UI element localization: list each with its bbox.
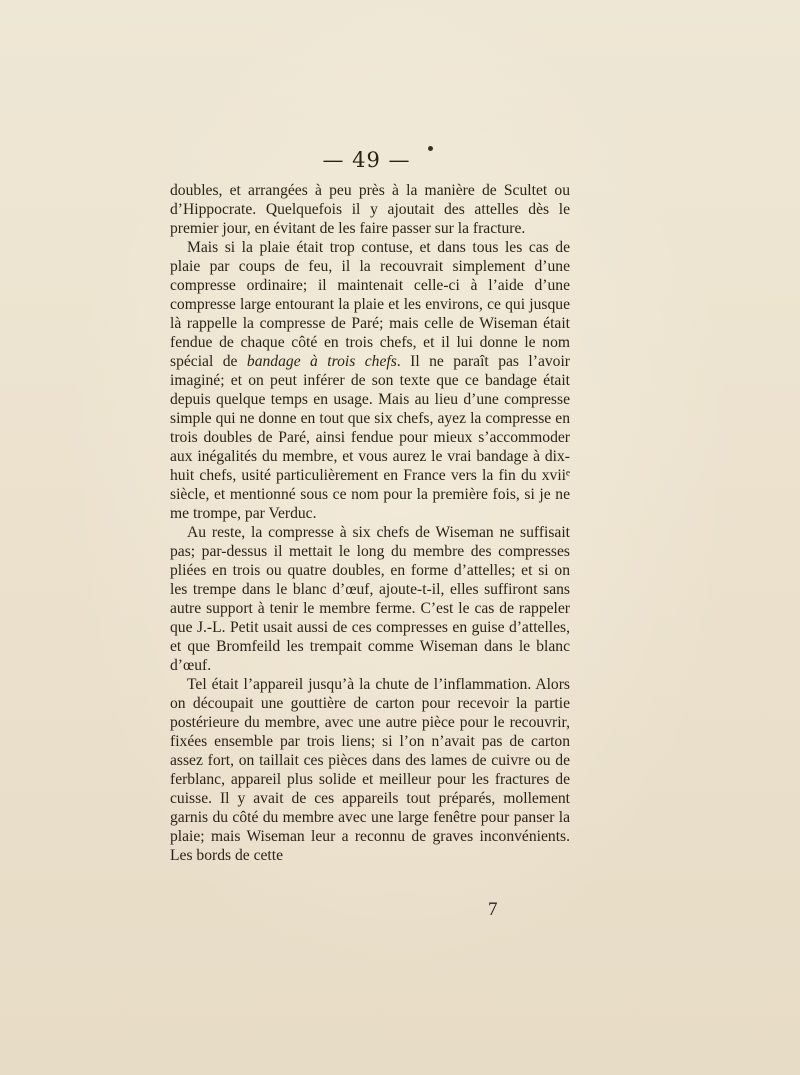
paragraph-1-text: doubles, et arrangées à peu près à la manière de Scultet ou d’Hippocrate. Quelquefois il y ajoutait des attelles dès le premier jour, en évitant de les faire passer sur la fracture. <box>170 182 570 237</box>
paragraph-2 <box>170 238 570 523</box>
paragraph-2-italic-term: bandage à trois chefs <box>246 353 397 370</box>
paragraph-4 <box>170 675 570 865</box>
paragraph-2-text-a: Mais si la plaie était trop contuse, et dans tous les cas de plaie par coups de feu, il la recouvrait simplement d’une compresse ordinaire; il maintenait celle-ci à l’aide d’une compresse large entourant la plaie et les environs, ce qui jusque là rappelle la compresse de Paré; mais celle de Wiseman était fendue de chaque côté en trois chefs, et il lui donne le nom spécial de <box>170 239 570 370</box>
page-number: — 49 — <box>322 148 411 172</box>
paragraph-3 <box>170 523 570 675</box>
paragraph-4-text: Tel était l’appareil jusqu’à la chute de l’inflammation. Alors on découpait une gouttière de carton pour recevoir la partie postérieure du membre, avec une autre pièce pour le recouvrir, fixées ensemble par trois liens; si l’on n’avait pas de carton assez fort, on taillait ces pièces dans des lames de cuivre ou de ferblanc, appareil plus solide et meilleur pour les fractures de cuisse. Il y avait de ces appareils tout préparés, mollement garnis du côté du membre avec une large fenêtre pour panser la plaie; mais Wiseman leur a reconnu de graves inconvénients. Les bords de cette <box>170 676 570 864</box>
paragraph-3-text: Au reste, la compresse à six chefs de Wiseman ne suffisait pas; par-dessus il mettait le long du membre des compresses pliées en trois ou quatre doubles, en forme d’attelles; et si on les trempe dans le blanc d’œuf, ajoute-t-il, elles suffiront sans autre support à tenir le membre ferme. C’est le cas de rappeler que J.-L. Petit usait aussi de ces compresses en guise d’attelles, et que Bromfeild les trempait comme Wiseman dans le blanc d’œuf. <box>170 524 570 674</box>
body-text <box>170 181 570 865</box>
paragraph-1 <box>170 181 570 238</box>
signature-mark: 7 <box>488 899 498 920</box>
paragraph-2-text-b: . Il ne paraît pas l’avoir imaginé; et on peut inférer de son texte que ce bandage était depuis quelque temps en usage. Mais au lieu d’une compresse simple qui ne donne en tout que six chefs, ayez la compresse en trois doubles de Paré, ainsi fendue pour mieux s’accommoder aux inégalités du membre, et vous aurez le vrai bandage à dix-huit chefs, usité particulièrement en France vers la fin du xviiᵉ siècle, et mentionné sous ce nom pour la première fois, si je ne me trompe, par Verduc. <box>170 353 570 522</box>
